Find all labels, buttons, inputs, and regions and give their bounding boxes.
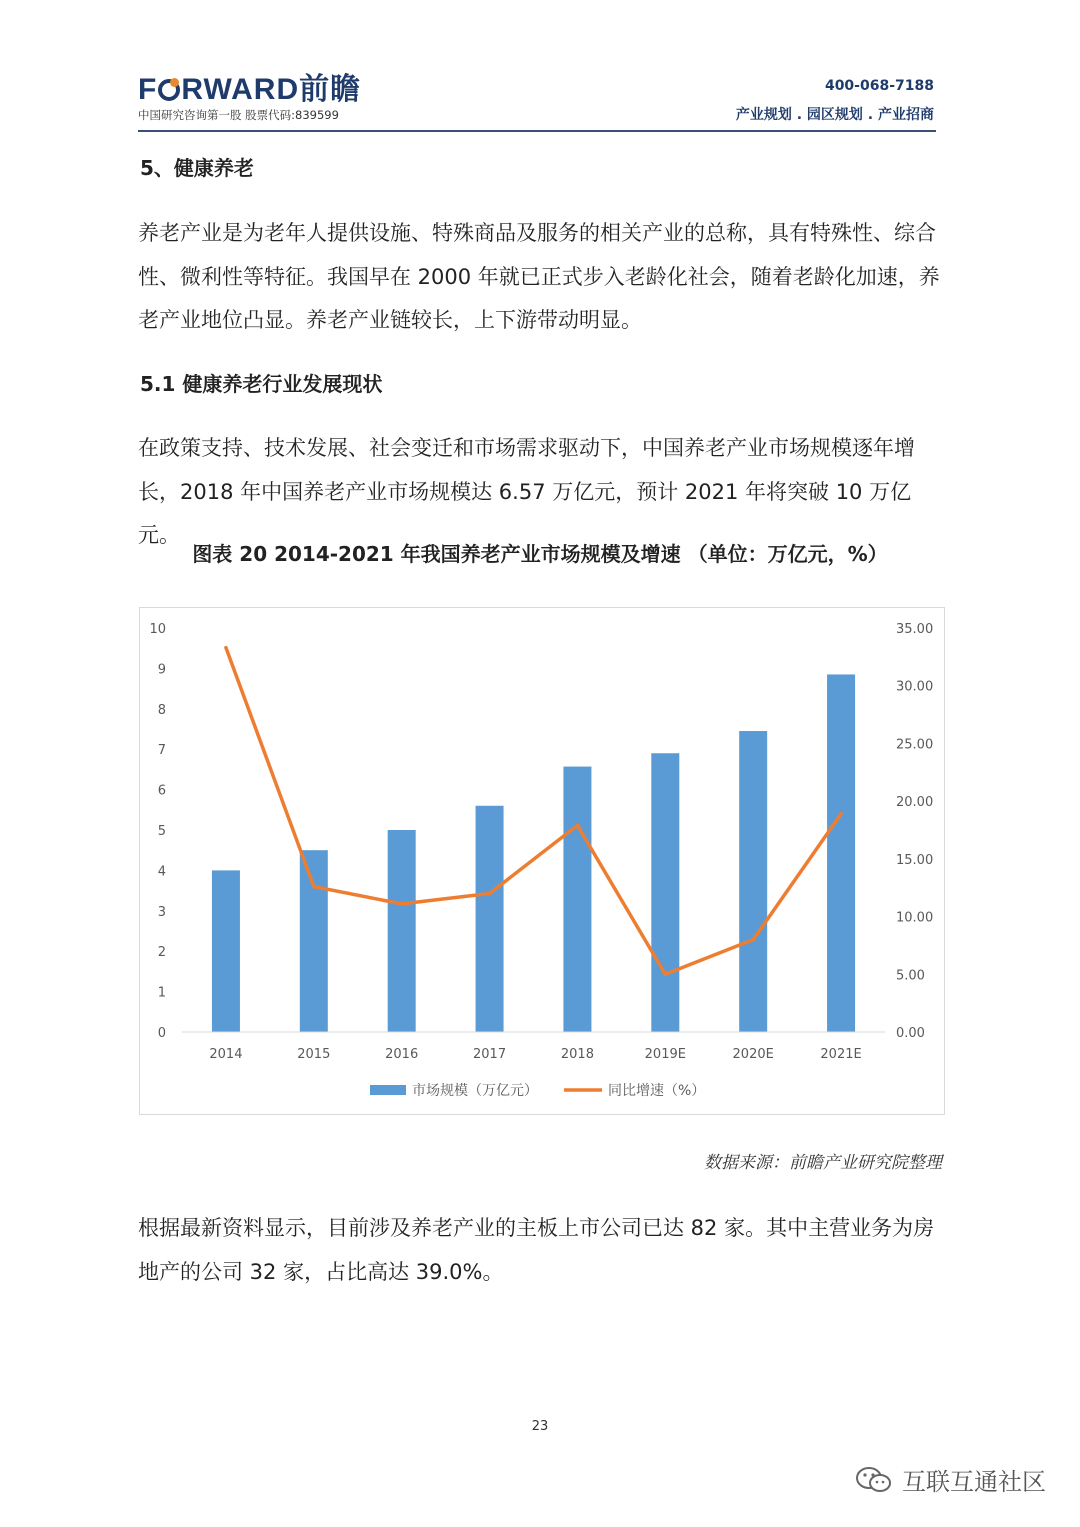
left-axis-tick: 3 [157,904,166,920]
right-axis-tick: 10.00 [896,910,934,926]
x-axis-tick: 2020E [732,1047,774,1062]
growth-point-2014 [224,646,228,650]
legend-bar-label: 市场规模（万亿元） [412,1083,538,1099]
left-axis-tick: 10 [149,622,166,637]
paragraph-3: 根据最新资料显示，目前涉及养老产业的主板上市公司已达 82 家。其中主营业务为房地产的公司 32 家，占比高达 39.0%。 [138,1216,935,1284]
bar-2020E [739,731,767,1032]
left-axis-tick: 9 [157,662,166,678]
market-size-chart [140,608,944,1114]
paragraph-1: 养老产业是为老年人提供设施、特殊商品及服务的相关产业的总称，具有特殊性、综合性、微利性等特征。我国早在 2000 年就已正式步入老龄化社会，随着老龄化加速，养老产业地位凸显。养老产业链较长，上下游带动明显。 [138,221,940,332]
left-axis-tick: 8 [157,702,166,718]
growth-point-2018 [576,824,580,828]
bar-2017 [476,806,504,1032]
left-axis-tick: 2 [157,945,166,961]
bar-2018 [563,767,591,1032]
growth-point-2021E [839,812,843,816]
bar-2021E [827,674,855,1032]
left-axis-tick: 7 [157,743,166,759]
right-axis-tick: 5.00 [896,968,925,984]
chart-frame [139,607,945,1115]
figure-title: 图表 20 2014-2021 年我国养老产业市场规模及增速 （单位：万亿元，%） [192,542,888,566]
watermark-text: 互联互通社区 [902,1468,1046,1496]
right-axis-tick: 0.00 [896,1026,925,1041]
left-axis-tick: 0 [157,1026,166,1041]
growth-point-2020E [751,938,755,942]
logo-o-mark [158,79,180,101]
header-slogan: 产业规划 . 园区规划 . 产业招商 [735,107,934,123]
x-axis-tick: 2015 [297,1047,331,1062]
growth-point-2017 [488,892,492,896]
page-number: 23 [531,1419,549,1434]
right-axis-tick: 30.00 [896,679,934,695]
logo-tagline: 中国研究咨询第一股 股票代码:839599 [138,108,339,122]
forward-logo: F RWARD前瞻 [138,73,362,106]
right-axis-tick: 20.00 [896,795,934,811]
x-axis-tick: 2017 [473,1047,507,1062]
legend-line-label: 同比增速（%） [608,1083,706,1099]
header-divider [138,130,936,132]
growth-point-2016 [400,902,404,906]
x-axis-tick: 2018 [560,1047,594,1062]
left-axis-tick: 4 [157,864,166,880]
section-5-heading: 5、健康养老 [140,156,254,180]
right-axis-tick: 25.00 [896,737,934,753]
growth-point-2015 [312,885,316,889]
left-axis-tick: 5 [157,824,166,839]
x-axis-tick: 2014 [209,1047,243,1062]
bar-2014 [212,870,240,1032]
paragraph-2: 在政策支持、技术发展、社会变迁和市场需求驱动下，中国养老产业市场规模逐年增长，2018 年中国养老产业市场规模达 6.57 万亿元，预计 2021 年将突破 10 万亿元。 [138,436,915,547]
watermark [854,1462,1046,1497]
x-axis-tick: 2016 [385,1047,419,1062]
x-axis-tick: 2019E [644,1047,686,1062]
bar-2016 [388,830,416,1032]
wechat-icon [854,1465,894,1495]
data-source: 数据来源：前瞻产业研究院整理 [704,1153,942,1173]
growth-point-2019E [664,972,668,976]
contact-phone: 400-068-7188 [824,78,934,94]
left-axis-tick: 1 [157,985,166,1001]
left-axis-tick: 6 [157,783,166,799]
legend-bar-swatch [370,1085,406,1095]
bar-2015 [300,850,328,1032]
bar-2019E [651,753,679,1032]
section-5-1-heading: 5.1 健康养老行业发展现状 [140,372,383,396]
right-axis-tick: 35.00 [896,622,934,637]
right-axis-tick: 15.00 [896,852,934,868]
x-axis-tick: 2021E [820,1047,862,1062]
